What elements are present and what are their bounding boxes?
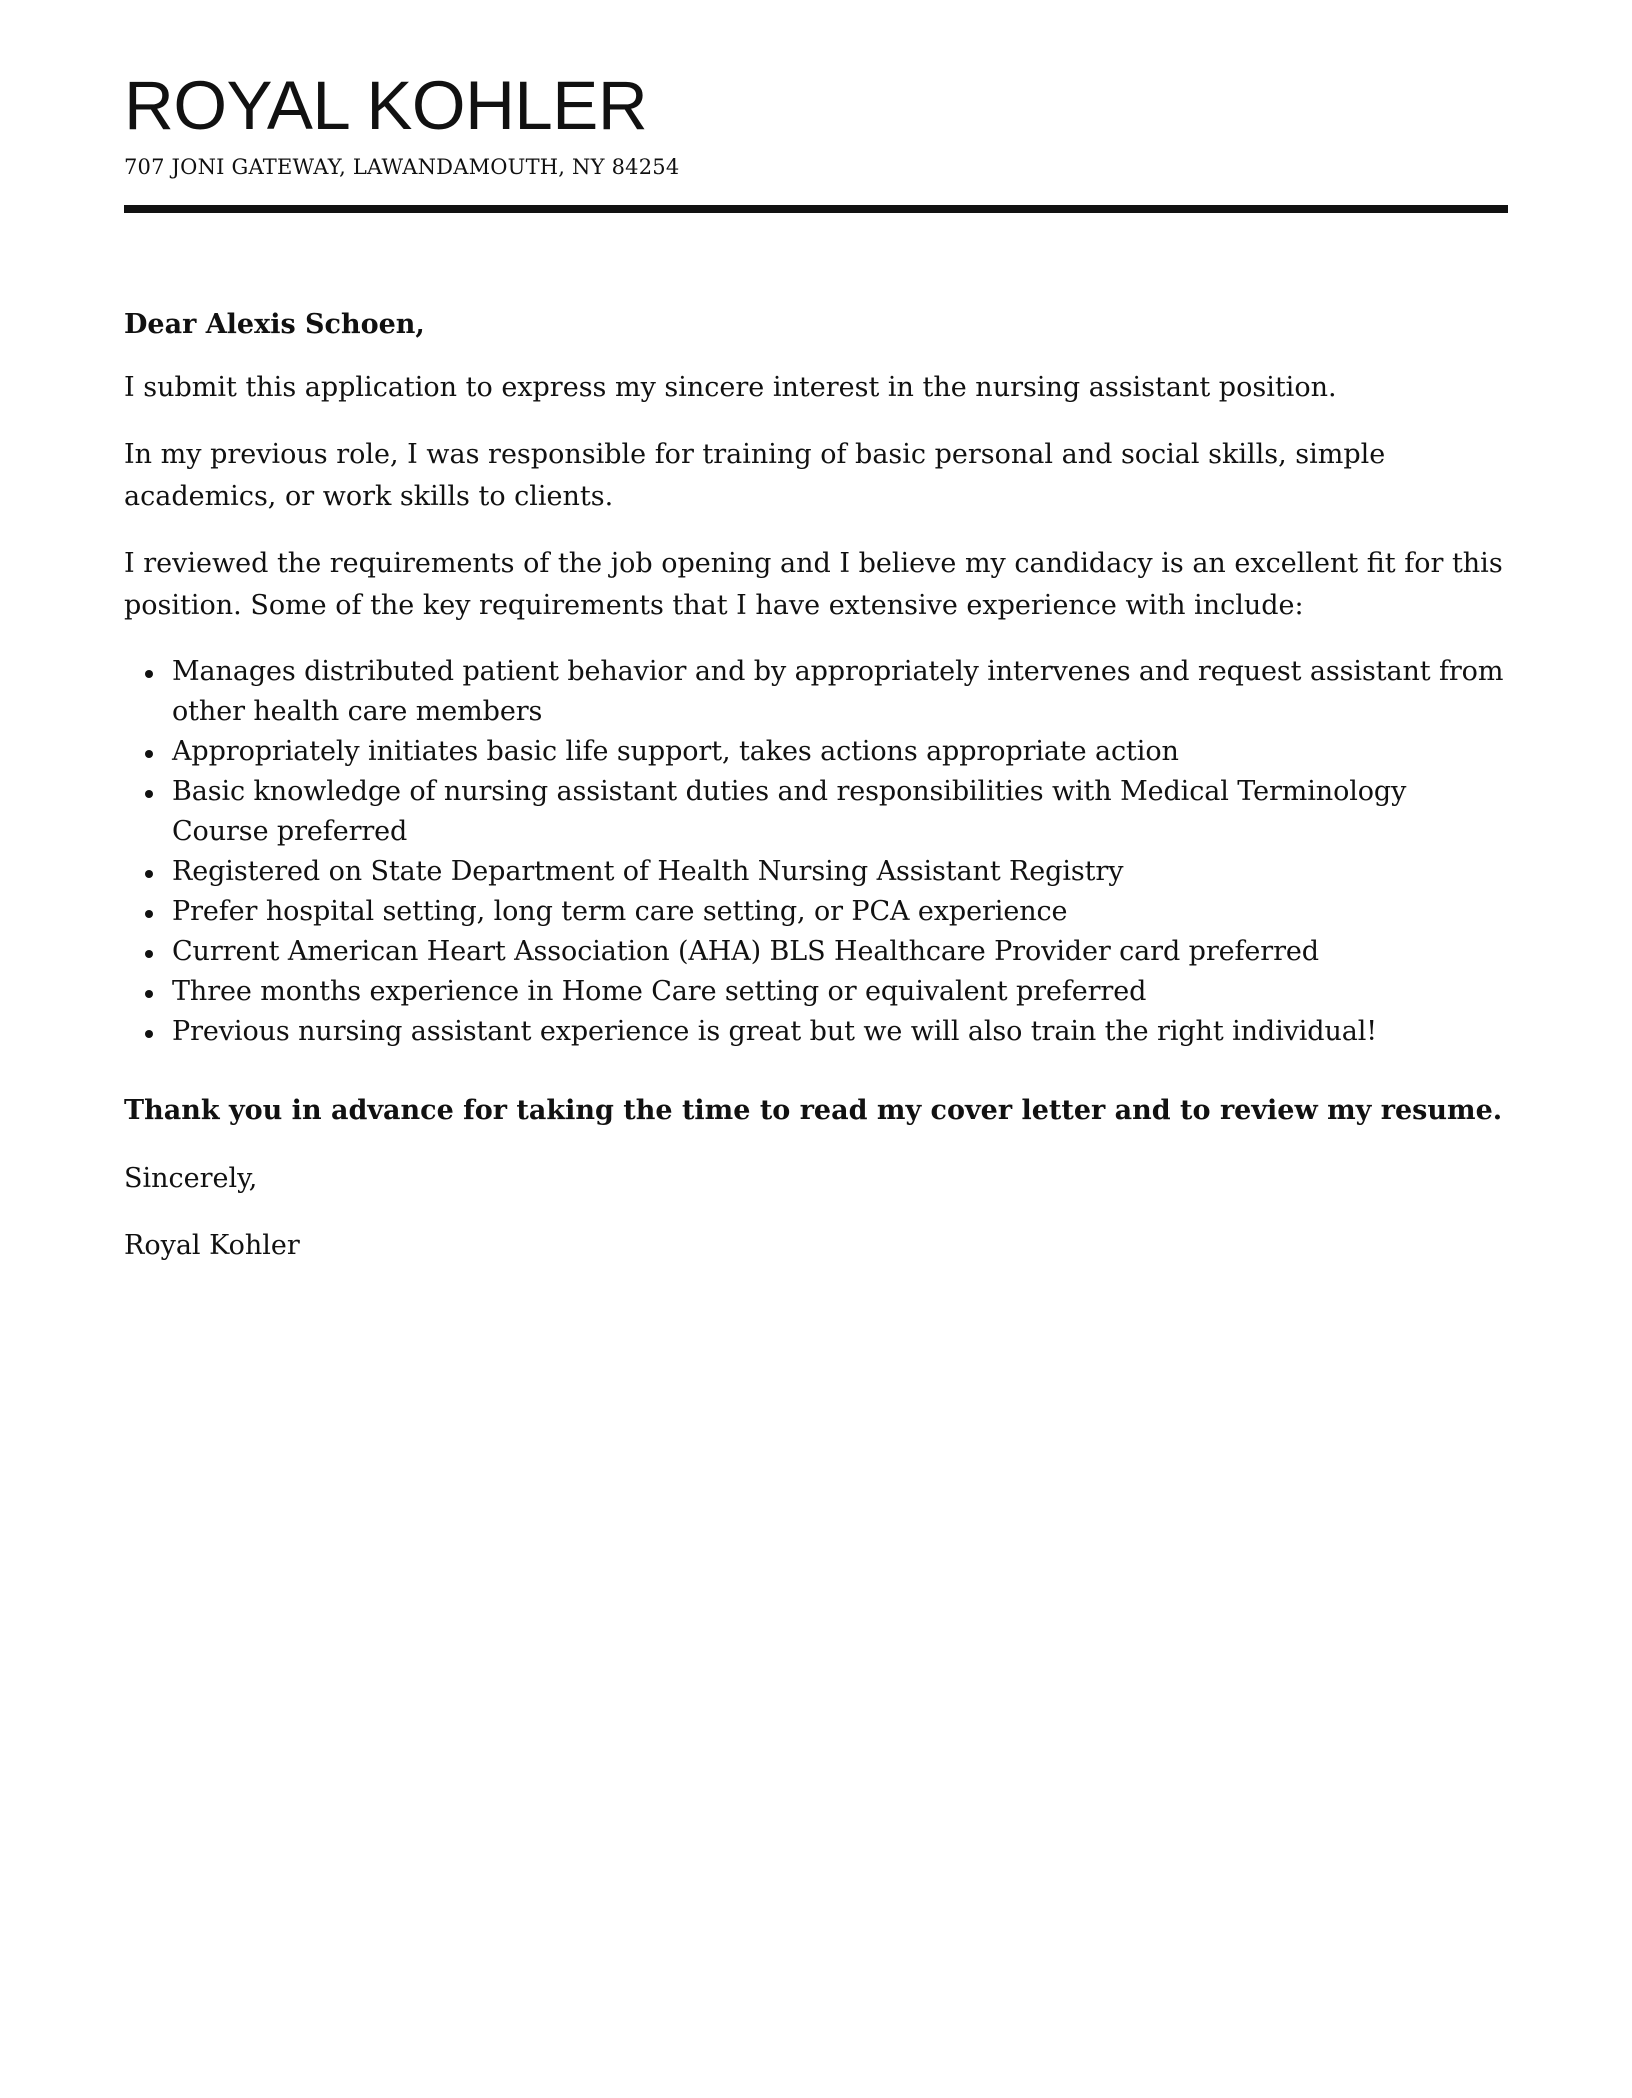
requirement-item: Basic knowledge of nursing assistant duties and responsibilities with Medical Terminology Course preferred xyxy=(172,772,1508,852)
applicant-name: ROYAL KOHLER xyxy=(124,67,648,144)
paragraph-intro: I submit this application to express my sincere interest in the nursing assistant position. xyxy=(124,372,1337,403)
requirement-item: Current American Heart Association (AHA) BLS Healthcare Provider card preferred xyxy=(172,932,1508,972)
greeting: Dear Alexis Schoen, xyxy=(124,309,425,340)
requirement-item: Appropriately initiates basic life support, takes actions appropriate action xyxy=(172,732,1508,772)
requirements-list xyxy=(124,652,1508,1052)
header-divider xyxy=(124,205,1508,213)
signoff: Sincerely, xyxy=(124,1163,258,1194)
requirement-item: Registered on State Department of Health Nursing Assistant Registry xyxy=(172,852,1508,892)
closing-statement: Thank you in advance for taking the time to read my cover letter and to review my resume. xyxy=(124,1095,1503,1126)
letter-body xyxy=(124,304,1508,1292)
letter-header xyxy=(124,62,1508,182)
signature-name: Royal Kohler xyxy=(124,1230,300,1261)
paragraph-previous-role: In my previous role, I was responsible for training of basic personal and social skills, simple academics, or work skills to clients. xyxy=(124,439,1386,512)
requirement-item: Previous nursing assistant experience is great but we will also train the right individual! xyxy=(172,1012,1508,1052)
applicant-address: 707 JONI GATEWAY, LAWANDAMOUTH, NY 84254 xyxy=(124,155,680,179)
requirement-item: Three months experience in Home Care setting or equivalent preferred xyxy=(172,972,1508,1012)
requirement-item: Manages distributed patient behavior and by appropriately intervenes and request assistant from other health care members xyxy=(172,652,1508,732)
paragraph-requirements-intro: I reviewed the requirements of the job opening and I believe my candidacy is an excellent fit for this position. Some of the key requirements that I have extensive experience with include: xyxy=(124,548,1503,621)
requirement-item: Prefer hospital setting, long term care setting, or PCA experience xyxy=(172,892,1508,932)
